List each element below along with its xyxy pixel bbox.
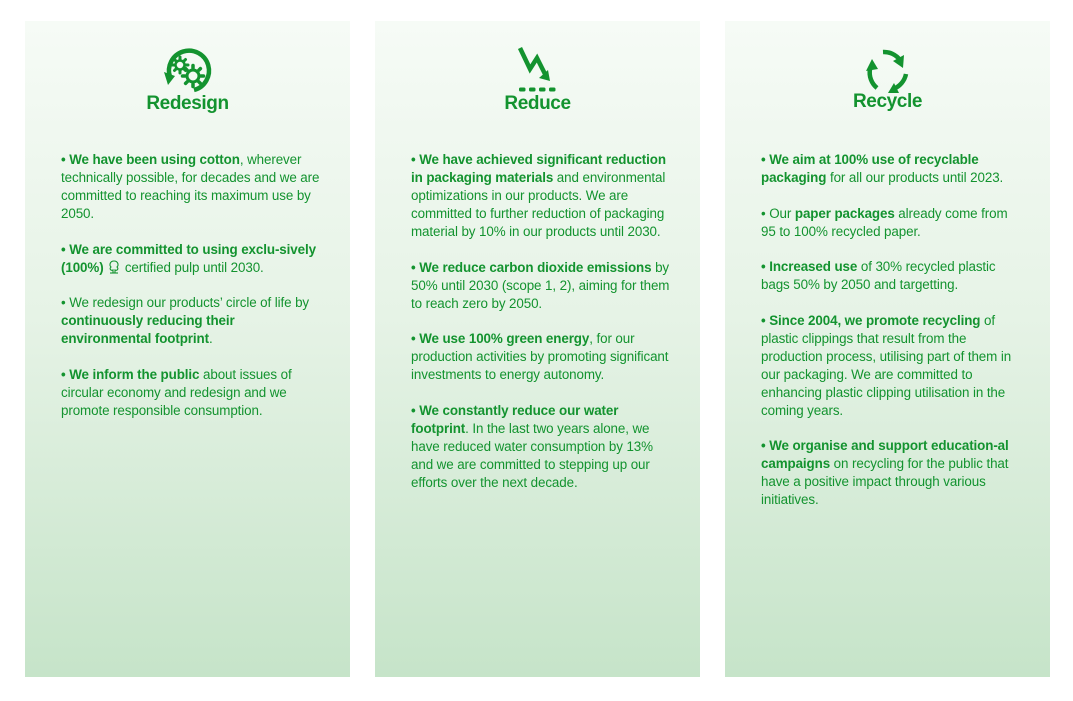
gears-cycle-icon <box>160 43 216 99</box>
body-text: , wherever technically possible, for decades and we are committed to reaching its maximum use by 2050. <box>61 152 320 221</box>
bold-text: • We constantly reduce our water footprint <box>411 402 619 436</box>
bullet-paragraph <box>61 366 323 420</box>
body-text: . <box>208 331 213 346</box>
bold-text: • Increased use <box>761 259 858 274</box>
bullet-paragraph <box>761 151 1023 187</box>
tree-certification-icon <box>107 260 121 275</box>
panel-title: Redesign <box>146 93 229 114</box>
panel-body <box>61 151 323 437</box>
body-text: • We redesign our products’ circle of life by <box>61 295 310 310</box>
body-text: of 30% recycled plastic bags 50% by 2050 and targetting. <box>761 259 996 292</box>
bullet-paragraph <box>61 294 323 348</box>
panel-title: Recycle <box>852 91 923 112</box>
bold-text: • We have achieved significant reduction in packaging materials <box>411 152 666 185</box>
body-text: about issues of circular economy and redesign and we promote responsible consumption. <box>61 366 292 418</box>
bold-text: • Since 2004, we promote recycling <box>761 312 981 328</box>
downward-arrow-icon <box>510 43 566 99</box>
bullet-paragraph <box>411 151 673 241</box>
bullet-paragraph <box>761 205 1023 241</box>
body-text: by 50% until 2030 (scope 1, 2), aiming for them to reach zero by 2050. <box>411 259 670 311</box>
bullet-paragraph <box>61 151 323 223</box>
bold-text: We have been using cotton <box>69 152 240 167</box>
panel-body <box>411 151 673 509</box>
bold-text: paper packages <box>794 205 895 221</box>
bold-text: • We inform the public <box>61 366 200 382</box>
bold-text: • We reduce carbon dioxide emissions <box>411 259 652 275</box>
reduce-panel <box>375 21 700 677</box>
redesign-panel <box>25 21 350 677</box>
body-text: of plastic clippings that result from the production process, utilising part of them in our packaging. We are committed to enhancing plastic clipping utilisation in the coming years. <box>761 312 1012 418</box>
body-text: for all our products until 2023. <box>826 170 1004 185</box>
bold-text: continuously reducing their environmental footprint <box>61 313 235 346</box>
bullet-paragraph <box>761 258 1023 294</box>
bold-text: • <box>61 152 70 167</box>
recycle-panel <box>725 21 1050 677</box>
bullet-paragraph <box>411 402 673 492</box>
body-text: and environmental optimizations in our products. We are committed to further reduction of packaging material by 10% in our products until 2030. <box>411 170 666 239</box>
bold-text: • We use 100% green energy <box>411 331 590 346</box>
bold-text: • We aim at 100% use of recyclable packaging <box>761 152 979 185</box>
bullet-paragraph <box>411 259 673 313</box>
bold-text: • We are committed to using exclu-sively (100%) <box>61 241 316 275</box>
body-text: already come from 95 to 100% recycled paper. <box>761 205 1008 239</box>
panel-title: Reduce <box>504 93 571 114</box>
body-text: , for our production activities by promoting significant investments to energy autonomy. <box>411 331 669 382</box>
body-text: on recycling for the public that have a positive impact through various initiatives. <box>761 456 1009 507</box>
bullet-paragraph <box>61 241 323 277</box>
bullet-paragraph <box>761 312 1023 420</box>
body-text: certified pulp until 2030. <box>121 259 264 275</box>
bullet-paragraph <box>411 330 673 384</box>
body-text: . In the last two years alone, we have reduced water consumption by 13% and we are committed to stepping up our efforts over the next decade. <box>411 420 653 490</box>
bullet-paragraph <box>761 437 1023 509</box>
panel-body <box>761 151 1023 527</box>
bold-text: • We organise and support education-al campaigns <box>761 438 1009 471</box>
body-text: • Our <box>761 205 795 221</box>
